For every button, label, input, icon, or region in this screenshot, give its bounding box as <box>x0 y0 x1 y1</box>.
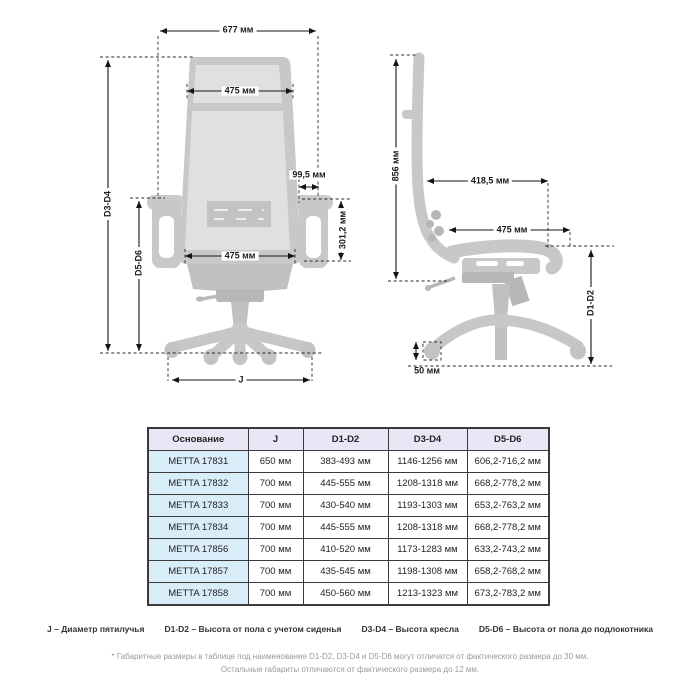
value-cell: 1208-1318 мм <box>388 473 467 495</box>
value-cell: 445-555 мм <box>303 517 388 539</box>
value-cell: 410-520 мм <box>303 539 388 561</box>
value-cell: 633,2-743,2 мм <box>467 539 549 561</box>
col-header-d3d4: D3-D4 <box>388 428 467 451</box>
value-cell: 650 мм <box>248 451 303 473</box>
model-cell: METTA 17834 <box>148 517 248 539</box>
dim-label-backrest-overhang: 99,5 мм <box>289 171 328 180</box>
value-cell: 430-540 мм <box>303 495 388 517</box>
value-cell: 1213-1323 мм <box>388 583 467 606</box>
model-cell: METTA 17831 <box>148 451 248 473</box>
dimensions-table <box>147 427 550 606</box>
value-cell: 435-545 мм <box>303 561 388 583</box>
value-cell: 1198-1308 мм <box>388 561 467 583</box>
value-cell: 700 мм <box>248 583 303 606</box>
table-row <box>148 539 549 561</box>
col-header-base: Основание <box>148 428 248 451</box>
legend-item-d5d6: D5-D6 – Высота от пола до подлокотника <box>478 624 653 634</box>
value-cell: 1208-1318 мм <box>388 517 467 539</box>
col-header-j: J <box>248 428 303 451</box>
value-cell: 700 мм <box>248 539 303 561</box>
table-row <box>148 473 549 495</box>
dim-label-total-width: 677 мм <box>220 26 257 35</box>
table-header-row <box>148 428 549 451</box>
value-cell: 383-493 мм <box>303 451 388 473</box>
dim-label-seat-width: 475 мм <box>222 252 259 261</box>
value-cell: 700 мм <box>248 473 303 495</box>
value-cell: 673,2-783,2 мм <box>467 583 549 606</box>
model-cell: METTA 17858 <box>148 583 248 606</box>
model-cell: METTA 17833 <box>148 495 248 517</box>
value-cell: 445-555 мм <box>303 473 388 495</box>
table-row <box>148 517 549 539</box>
dim-label-base-diameter-code: J <box>235 376 246 385</box>
table-row <box>148 561 549 583</box>
value-cell: 658,2-768,2 мм <box>467 561 549 583</box>
value-cell: 653,2-763,2 мм <box>467 495 549 517</box>
legend-item-j: J – Диаметр пятилучья <box>47 624 145 634</box>
col-header-d1d2: D1-D2 <box>303 428 388 451</box>
value-cell: 1173-1283 мм <box>388 539 467 561</box>
value-cell: 700 мм <box>248 495 303 517</box>
front-view-chair <box>147 57 333 365</box>
model-cell: METTA 17832 <box>148 473 248 495</box>
model-cell: METTA 17857 <box>148 561 248 583</box>
dim-label-backrest-width: 475 мм <box>222 87 259 96</box>
dim-label-backrest-height: 856 мм <box>392 148 401 185</box>
legend-item-d1d2: D1-D2 – Высота от пола с учетом сиденья <box>164 624 342 634</box>
dimension-legend <box>0 624 700 634</box>
footnote-line2: Остальные габариты отличаются от фактического размера до 12 мм. <box>220 665 480 674</box>
dim-label-seat-depth: 418,5 мм <box>468 177 512 186</box>
value-cell: 606,2-716,2 мм <box>467 451 549 473</box>
value-cell: 700 мм <box>248 561 303 583</box>
dim-label-caster-diameter: 50 мм <box>411 367 443 376</box>
table-row <box>148 583 549 606</box>
table-row <box>148 451 549 473</box>
value-cell: 668,2-778,2 мм <box>467 517 549 539</box>
dim-label-chair-height-code: D3-D4 <box>104 188 113 220</box>
legend-item-d3d4: D3-D4 – Высота кресла <box>361 624 459 634</box>
value-cell: 700 мм <box>248 517 303 539</box>
col-header-d5d6: D5-D6 <box>467 428 549 451</box>
footnote-line1: * Габаритные размеры в таблице под наименование D1-D2, D3-D4 и D5-D6 могут отличатся от фактического размера до 30 мм. <box>111 652 589 661</box>
dim-label-seat-total-depth: 475 мм <box>494 226 531 235</box>
model-cell: METTA 17856 <box>148 539 248 561</box>
dim-label-floor-to-seat-code: D1-D2 <box>587 287 596 319</box>
value-cell: 450-560 мм <box>303 583 388 606</box>
value-cell: 668,2-778,2 мм <box>467 473 549 495</box>
value-cell: 1146-1256 мм <box>388 451 467 473</box>
table-row <box>148 495 549 517</box>
dim-label-floor-to-armrest-code: D5-D6 <box>135 247 144 279</box>
dim-label-armrest-height: 301,2 мм <box>339 208 348 252</box>
value-cell: 1193-1303 мм <box>388 495 467 517</box>
side-view-chair <box>402 53 586 360</box>
